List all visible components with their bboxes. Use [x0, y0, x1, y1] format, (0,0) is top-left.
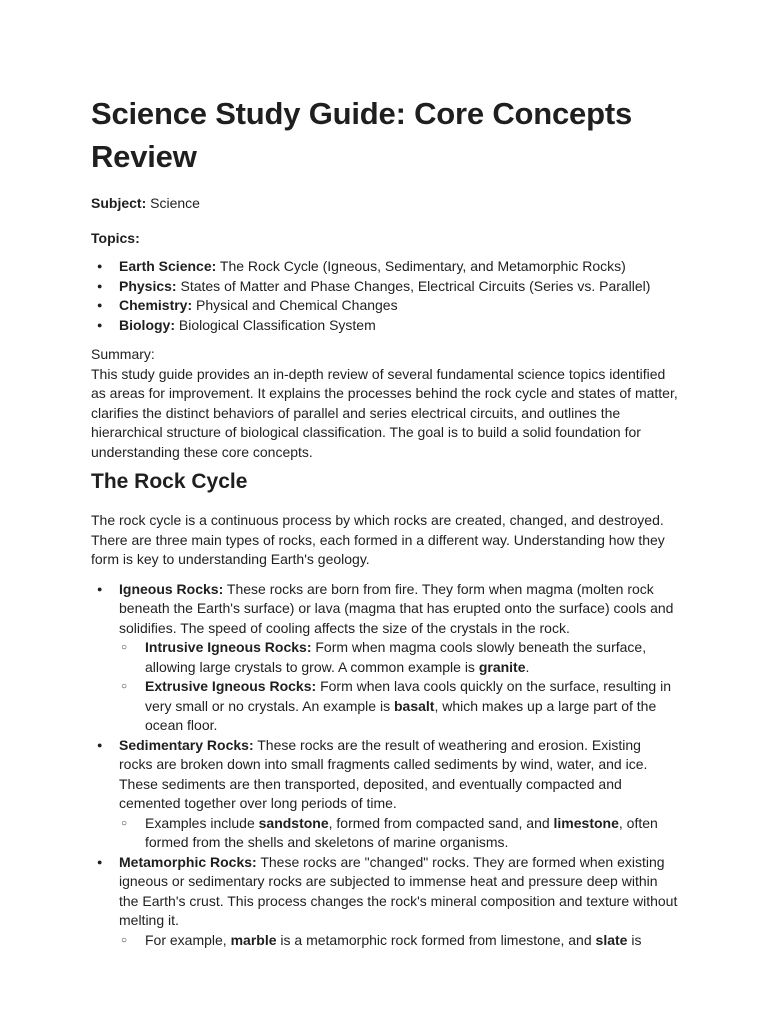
summary-label: Summary: — [91, 346, 155, 362]
metamorphic-example-text: For example, — [145, 931, 227, 948]
sedimentary-examples-item — [119, 814, 678, 853]
rock-cycle-heading: The Rock Cycle — [91, 470, 248, 493]
topics-label — [91, 229, 678, 249]
slate-example: slate — [595, 931, 628, 948]
sedimentary-examples-text: Examples include — [145, 814, 255, 831]
subject-value: Science — [150, 195, 200, 211]
topic-text: The Rock Cycle (Igneous, Sedimentary, and Metamorphic Rocks) — [219, 258, 626, 274]
subject-line — [91, 194, 678, 214]
metamorphic-item — [91, 853, 678, 951]
topic-item — [91, 296, 678, 316]
intrusive-text: Form when magma cools slowly beneath the surface, allowing large crystals to grow. A common example is — [145, 639, 647, 675]
topic-item — [91, 316, 678, 336]
topic-item — [91, 277, 678, 297]
topic-label: Physics: — [119, 277, 177, 294]
topic-text: Biological Classification System — [178, 316, 376, 333]
topic-text: States of Matter and Phase Changes, Electrical Circuits (Series vs. Parallel) — [180, 277, 651, 294]
intrusive-text-end: . — [525, 658, 530, 675]
limestone-example: limestone — [553, 814, 619, 831]
igneous-text: These rocks are born from fire. They form when magma (molten rock beneath the Earth's surface) or lava (magma that has erupted onto the surface) cools and solidifies. The speed of cooling affects the size of the crystals in the rock. — [119, 580, 674, 636]
topic-label: Biology: — [119, 316, 175, 333]
topic-text: Physical and Chemical Changes — [196, 297, 398, 313]
sedimentary-examples-text-2: , formed from compacted sand, and — [328, 814, 550, 831]
intrusive-label: Intrusive Igneous Rocks: — [145, 639, 312, 655]
topics-label-text: Topics: — [91, 229, 140, 246]
extrusive-item — [119, 677, 678, 736]
sandstone-example: sandstone — [258, 814, 329, 831]
igneous-sublist — [119, 638, 678, 736]
extrusive-example: basalt — [393, 697, 435, 714]
rock-types-list — [91, 580, 678, 951]
igneous-label: Igneous Rocks: — [119, 580, 224, 597]
marble-example: marble — [230, 931, 277, 948]
sedimentary-sublist — [119, 814, 678, 853]
intrusive-item — [119, 638, 678, 677]
extrusive-text: Form when lava cools quickly on the surface, resulting in very small or no crystals. An example is — [145, 678, 672, 714]
metamorphic-example-text-2: is a metamorphic rock formed from limestone, and — [280, 931, 592, 948]
intrusive-example: granite — [478, 658, 526, 675]
subject-label: Subject: — [91, 195, 147, 211]
topic-label: Chemistry: — [119, 297, 193, 313]
sedimentary-examples-text-3: , often formed from the shells and skeletons of marine organisms. — [145, 814, 658, 850]
extrusive-label: Extrusive Igneous Rocks: — [145, 678, 317, 694]
sedimentary-label: Sedimentary Rocks: — [119, 736, 254, 753]
igneous-item — [91, 580, 678, 736]
topic-item — [91, 257, 678, 277]
sedimentary-item — [91, 736, 678, 853]
rock-cycle-intro: The rock cycle is a continuous process by which rocks are created, changed, and destroyed. There are three main types of rocks, each formed in a different way. Understanding how they form is key to understanding Earth's geology. — [91, 512, 665, 567]
metamorphic-text: These rocks are "changed" rocks. They are formed when existing igneous or sedimentary rocks are subjected to immense heat and pressure deep within the Earth's crust. This process changes the rock's mineral composition and texture without melting it. — [119, 853, 678, 928]
document-title: Science Study Guide: Core Concepts Review — [91, 96, 632, 174]
metamorphic-example-item — [119, 931, 678, 951]
topics-list — [91, 257, 678, 335]
metamorphic-sublist — [119, 931, 678, 951]
sedimentary-text: These rocks are the result of weathering and erosion. Existing rocks are broken down into small fragments called sediments by wind, water, and ice. These sediments are then transported, deposited, and eventually compacted and cemented together over long periods of time. — [119, 736, 648, 811]
summary-text: This study guide provides an in-depth review of several fundamental science topics identified as areas for improvement. It explains the processes behind the rock cycle and states of matter, clarifies the distinct behaviors of parallel and series electrical circuits, and outlines the hierarchical structure of biological classification. The goal is to build a solid foundation for understanding these core concepts. — [91, 365, 678, 460]
topic-label: Earth Science: — [119, 258, 217, 274]
metamorphic-label: Metamorphic Rocks: — [119, 853, 257, 870]
extrusive-text-end: , which makes up a large part of the ocean floor. — [145, 697, 657, 733]
metamorphic-example-text-3: is — [631, 931, 642, 948]
